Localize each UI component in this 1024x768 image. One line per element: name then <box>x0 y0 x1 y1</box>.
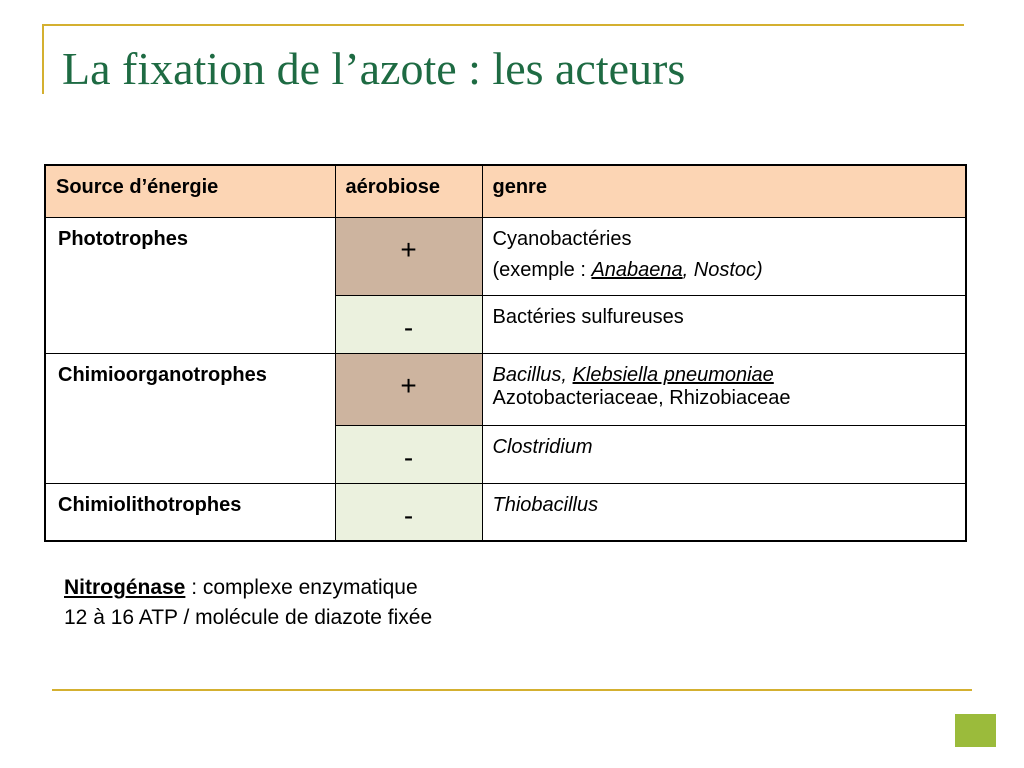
genus-nostoc: , Nostoc) <box>682 258 763 281</box>
note-line-2: 12 à 16 ATP / molécule de diazote fixée <box>64 606 433 629</box>
nitrogenase-definition: : complexe enzymatique <box>185 576 418 599</box>
genre-example-prefix: (exemple : <box>492 258 592 281</box>
note-line-1 <box>64 573 432 603</box>
aerobiose-minus: - <box>335 483 482 541</box>
corner-square <box>955 714 996 747</box>
header-source: Source d’énergie <box>45 165 335 217</box>
genre-example <box>493 259 956 282</box>
genre-families: Azotobacteriaceae, Rhizobiaceae <box>492 386 791 409</box>
genus-anabaena: Anabaena <box>591 258 683 281</box>
frame-horizontal-line <box>42 24 964 26</box>
slide-title: La fixation de l’azote : les acteurs <box>62 43 686 94</box>
genre-text: Bactéries sulfureuses <box>482 295 966 353</box>
genre-cell <box>482 353 966 425</box>
aerobiose-minus: - <box>335 425 482 483</box>
table-header-row <box>45 165 966 217</box>
aerobiose-plus: + <box>335 353 482 425</box>
footer-line <box>52 689 972 691</box>
table-row <box>45 483 966 541</box>
genre-text: Cyanobactéries <box>492 227 632 250</box>
header-genre: genre <box>482 165 966 217</box>
genus-klebsiella: Klebsiella pneumoniae <box>572 363 774 386</box>
source-chimiolithotrophes: Chimiolithotrophes <box>45 483 335 541</box>
nitrogenase-term: Nitrogénase <box>64 576 186 599</box>
nitrogenase-note <box>64 573 432 633</box>
genre-cell <box>482 217 966 295</box>
source-chimioorganotrophes: Chimioorganotrophes <box>45 353 335 483</box>
header-aerobiose: aérobiose <box>335 165 482 217</box>
source-phototrophes: Phototrophes <box>45 217 335 353</box>
nitrogen-fixers-table <box>44 164 967 542</box>
table-row <box>45 217 966 295</box>
aerobiose-minus: - <box>335 295 482 353</box>
genus-clostridium: Clostridium <box>482 425 966 483</box>
genre-examples <box>493 364 956 387</box>
genus-thiobacillus: Thiobacillus <box>482 483 966 541</box>
frame-vertical-line <box>42 24 44 94</box>
table-row <box>45 353 966 425</box>
genus-bacillus: Bacillus, <box>492 363 567 386</box>
aerobiose-plus: + <box>335 217 482 295</box>
